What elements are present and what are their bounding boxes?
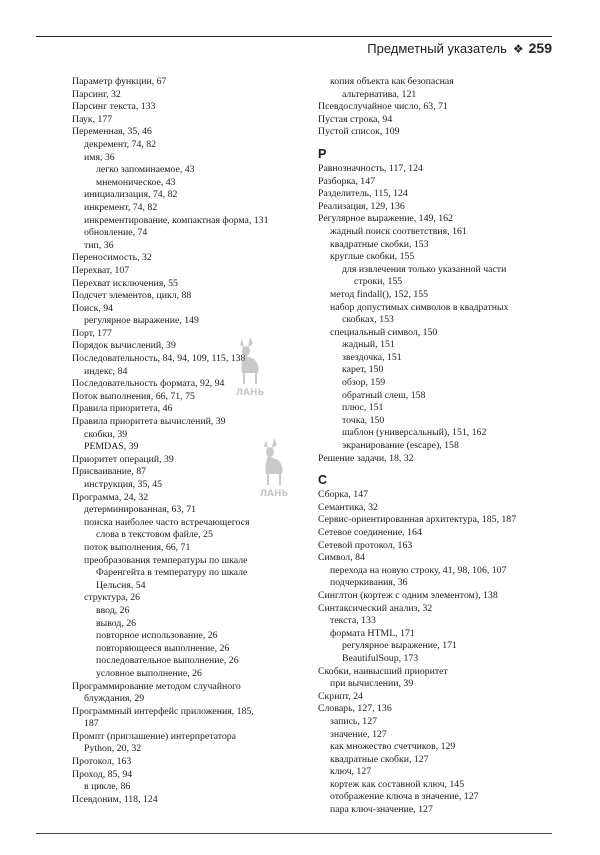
index-entry-text: декремент, 74, 82	[84, 138, 157, 150]
index-entry	[318, 565, 554, 578]
index-entry-text: мнемоническое, 43	[96, 176, 176, 188]
index-entry	[318, 390, 554, 403]
index-entry	[72, 340, 312, 353]
index-entry-text: Переносимость, 32	[72, 252, 152, 264]
index-entry-text: инициализация, 74, 82	[84, 189, 178, 201]
index-entry	[318, 615, 554, 628]
index-entry	[72, 189, 312, 202]
index-entry-text: Программирование методом случайного	[72, 680, 241, 692]
index-entry-text: тип, 36	[84, 239, 114, 251]
index-entry	[72, 303, 312, 316]
index-entry	[72, 681, 312, 706]
index-entry	[72, 504, 312, 517]
index-entry	[72, 706, 312, 731]
index-entry-text: Сервис-ориентированная архитектура, 185, 187	[318, 514, 517, 526]
index-entry	[72, 227, 312, 240]
index-entry	[318, 364, 554, 377]
index-entry	[72, 139, 312, 152]
index-entry-text: Скрипт, 24	[318, 690, 363, 702]
index-entry-text: преобразования температуры по шкале	[84, 554, 248, 566]
index-entry-text: легко запоминаемое, 43	[96, 164, 195, 176]
index-entry-text: Подсчет элементов, цикл, 88	[72, 290, 192, 302]
index-entry-text: звездочка, 151	[342, 351, 402, 363]
index-entry-text: Перехват, 107	[72, 264, 130, 276]
index-entry	[318, 377, 554, 390]
index-entry-text: Правила приоритета вычислений, 39	[72, 416, 226, 428]
index-entry	[318, 691, 554, 704]
index-entry-text: Регулярное выражение, 149, 162	[318, 213, 453, 225]
index-entry	[72, 416, 312, 429]
index-entry	[318, 352, 554, 365]
index-entry	[318, 729, 554, 742]
index-entry	[72, 89, 312, 102]
index-entry	[72, 668, 312, 681]
index-entry-text: метод findall(), 152, 155	[330, 288, 429, 300]
watermark-text-lower: ЛАНЬ	[259, 489, 289, 498]
index-entry-text: Правила приоритета, 46	[72, 403, 173, 415]
index-entry-text: Словарь, 127, 136	[318, 703, 392, 715]
publisher-watermark-logo-upper	[228, 335, 272, 397]
index-entry-text: имя, 36	[84, 151, 115, 163]
index-entry	[318, 653, 554, 666]
index-entry	[72, 152, 312, 165]
index-entry	[72, 177, 312, 190]
index-entry	[318, 514, 554, 527]
index-entry-text: экранирование (escape), 158	[342, 440, 459, 452]
index-entry-text: запись, 127	[330, 715, 377, 727]
index-entry-text: инкремент, 74, 82	[84, 201, 158, 213]
index-entry-text: Сетевой протокол, 163	[318, 539, 413, 551]
index-entry-text: детерминированная, 63, 71	[84, 504, 197, 516]
index-entry-text: Символ, 84	[318, 552, 365, 564]
index-entry-continuation: при вычислении, 39	[330, 678, 414, 690]
index-entry-text: Равнозначность, 117, 124	[318, 162, 423, 174]
index-entry	[72, 769, 312, 782]
index-entry-text: квадратные скобки, 127	[330, 753, 429, 765]
index-entry	[318, 502, 554, 515]
index-entry-text: жадный, 151	[342, 339, 395, 351]
index-entry-continuation: альтернатива, 121	[342, 88, 417, 100]
index-entry	[318, 590, 554, 603]
index-entry-text: Синтаксический анализ, 32	[318, 602, 433, 614]
index-entry-text: скобки, 39	[84, 428, 128, 440]
index-entry	[72, 290, 312, 303]
index-entry	[72, 731, 312, 756]
index-entry	[72, 101, 312, 114]
index-entry	[72, 353, 312, 366]
index-entry-text: Разделитель, 115, 124	[318, 188, 408, 200]
index-entry	[318, 114, 554, 127]
index-entry	[318, 126, 554, 139]
index-section-r	[318, 163, 554, 465]
index-entry	[72, 240, 312, 253]
index-entry-text: Промпт (приглашение) интерпретатора	[72, 730, 236, 742]
running-head	[367, 40, 552, 56]
index-entry	[72, 403, 312, 416]
index-entry-text: Скобки, наивысший приоритет	[318, 665, 448, 677]
index-entry-text: вывод, 26	[96, 617, 137, 629]
index-entry-text: специальный символ, 150	[330, 326, 438, 338]
index-continuation	[318, 76, 554, 139]
index-entry	[318, 239, 554, 252]
index-entry	[72, 328, 312, 341]
index-entry	[318, 402, 554, 415]
index-entry	[318, 251, 554, 264]
index-entry-text: точка, 150	[342, 414, 385, 426]
index-entry	[72, 655, 312, 668]
index-entry-text: обратный слеш, 158	[342, 389, 426, 401]
index-entry-continuation: скобках, 153	[342, 314, 394, 326]
index-entry-text: Перехват исключения, 55	[72, 277, 178, 289]
index-entry	[72, 555, 312, 593]
index-entry-text: для извлечения только указанной части	[342, 263, 507, 275]
index-entry	[318, 527, 554, 540]
index-entry	[72, 618, 312, 631]
index-entry	[318, 640, 554, 653]
index-section-s	[318, 489, 554, 816]
index-entry	[318, 791, 554, 804]
index-entry-text: инкрементирование, компактная форма, 131	[84, 214, 269, 226]
index-entry-text: набор допустимых символов в квадратных	[330, 301, 509, 313]
index-entry-text: круглые скобки, 155	[330, 251, 415, 263]
index-entry-text: инструкция, 35, 45	[84, 479, 163, 490]
publisher-watermark-logo-lower	[252, 436, 296, 498]
index-entry	[318, 766, 554, 779]
index-entry-continuation: строки, 155	[354, 276, 403, 288]
index-entry	[318, 779, 554, 792]
index-entry-text: последовательное выполнение, 26	[96, 655, 239, 667]
index-entry	[72, 215, 312, 228]
index-entry	[318, 327, 554, 340]
index-entry-text: копия объекта как безопасная	[330, 76, 454, 87]
index-entry-text: значение, 127	[330, 728, 387, 740]
watermark-text-upper: ЛАНЬ	[235, 388, 265, 397]
index-entry-text: индекс, 84	[84, 365, 128, 377]
index-entry-text: Проход, 85, 94	[72, 768, 133, 780]
index-entry-text: квадратные скобки, 153	[330, 238, 429, 250]
running-head-title: Предметный указатель	[367, 41, 507, 56]
index-entry-text: Программный интерфейс приложения, 185,	[72, 705, 254, 717]
index-entry	[318, 540, 554, 553]
index-entry	[72, 542, 312, 555]
index-column-right	[318, 76, 554, 817]
index-entry-text: Псевдослучайное число, 63, 71	[318, 101, 448, 113]
index-entry-text: Порт, 177	[72, 327, 112, 339]
index-entry-text: поток выполнения, 66, 71	[84, 541, 191, 553]
index-entry-text: Реализация, 129, 136	[318, 200, 405, 212]
index-entry-continuation: 187	[84, 718, 99, 730]
index-entry-text: Решение задачи, 18, 32	[318, 452, 414, 464]
index-entry	[72, 252, 312, 265]
index-entry	[318, 188, 554, 201]
index-entry-text: Поток выполнения, 66, 71, 75	[72, 390, 195, 402]
index-entry-text: Поиск, 94	[72, 302, 114, 314]
index-entry-text: регулярное выражение, 171	[342, 640, 457, 652]
index-entry	[318, 213, 554, 226]
index-entry-text: структура, 26	[84, 592, 141, 604]
index-entry-text: Разборка, 147	[318, 175, 376, 187]
index-entry	[318, 101, 554, 114]
index-entry-text: Параметр функции, 67	[72, 76, 167, 87]
index-entry	[318, 163, 554, 176]
index-entry-text: BeautifulSoup, 173	[342, 652, 419, 664]
index-entry	[72, 643, 312, 656]
index-entry-text: Последовательность формата, 92, 94	[72, 378, 225, 390]
index-entry	[318, 76, 554, 101]
index-entry-text: подчеркивания, 36	[330, 577, 408, 589]
index-entry	[72, 794, 312, 807]
section-letter-r: Р	[318, 146, 327, 161]
index-entry-text: шаблон (универсальный), 151, 162	[342, 427, 487, 439]
index-entry-text: Программа, 24, 32	[72, 491, 149, 503]
index-entry-text: обзор, 159	[342, 377, 386, 389]
index-entry-text: Сборка, 147	[318, 489, 368, 501]
index-entry-text: в цикле, 86	[84, 781, 131, 793]
index-entry	[318, 302, 554, 327]
index-entry-text: перехода на новую строку, 41, 98, 106, 107	[330, 564, 507, 576]
footer-rule	[36, 833, 552, 834]
index-entry	[72, 278, 312, 291]
index-entry-text: регулярное выражение, 149	[84, 315, 199, 327]
index-entry-continuation: слова в текстовом файле, 25	[96, 529, 213, 541]
index-entry-text: Парсинг текста, 133	[72, 101, 156, 113]
index-entry-text: Протокол, 163	[72, 756, 132, 768]
index-entry	[318, 703, 554, 716]
index-entry-text: Псевдоним, 118, 124	[72, 793, 158, 805]
index-entry-text: Пустая строка, 94	[318, 113, 393, 125]
index-entry-text: Паук, 177	[72, 113, 113, 125]
index-entry	[318, 289, 554, 302]
index-entry	[72, 202, 312, 215]
index-entry-continuation: Python, 20, 32	[84, 743, 142, 755]
diamond-ornament-icon: ❖	[512, 42, 524, 56]
index-entry	[318, 427, 554, 440]
index-entry-text: плюс, 151	[342, 402, 384, 414]
index-entry	[318, 552, 554, 565]
index-entry	[318, 201, 554, 214]
index-entry-text: ввод, 26	[96, 604, 130, 616]
index-entry	[318, 489, 554, 502]
index-entry-continuation: Цельсия, 54	[96, 579, 146, 591]
index-entry	[72, 756, 312, 769]
index-entry	[72, 114, 312, 127]
index-entry	[72, 265, 312, 278]
index-entry	[318, 741, 554, 754]
index-entry-text: ключ, 127	[330, 766, 372, 778]
index-entry-text: отображение ключа в значение, 127	[330, 791, 479, 803]
index-entry-text: жадный поиск соответствия, 161	[330, 225, 467, 237]
index-entry	[318, 804, 554, 817]
index-entry-text: формата HTML, 171	[330, 627, 415, 639]
index-entry-text: Пустой список, 109	[318, 126, 400, 138]
index-entry	[318, 453, 554, 466]
index-entry	[318, 339, 554, 352]
index-entry-text: текста, 133	[330, 615, 376, 627]
header-rule	[36, 36, 552, 37]
index-entry	[72, 781, 312, 794]
index-entry-continuation: блуждания, 29	[84, 693, 145, 705]
index-entry-text: Парсинг, 32	[72, 88, 121, 100]
index-entry	[72, 164, 312, 177]
index-entry-text: как множество счетчиков, 129	[330, 741, 456, 753]
index-entry	[318, 226, 554, 239]
index-entry-text: обновление, 74	[84, 227, 148, 239]
index-entry	[318, 716, 554, 729]
index-entry	[72, 391, 312, 404]
index-entry	[72, 126, 312, 139]
index-entry-text: Порядок вычислений, 39	[72, 340, 176, 352]
index-entry-text: Присваивание, 87	[72, 466, 147, 478]
index-entry	[318, 176, 554, 189]
index-entry-text: условное выполнение, 26	[96, 667, 202, 679]
index-entry-text: Синглтон (кортеж с одним элементом), 138	[318, 589, 498, 601]
index-entry	[72, 366, 312, 379]
index-entry	[318, 628, 554, 641]
index-entry-text: Переменная, 35, 46	[72, 126, 152, 138]
index-entry-text: Приоритет операций, 39	[72, 453, 174, 465]
index-entry	[318, 754, 554, 767]
index-entry-text: карет, 150	[342, 364, 384, 376]
index-entry	[72, 76, 312, 89]
index-entry-text: поиска наиболее часто встречающегося	[84, 516, 250, 528]
index-entry	[318, 603, 554, 616]
index-entry-text: Последовательность, 84, 94, 109, 115, 138	[72, 353, 246, 365]
index-entry	[318, 577, 554, 590]
index-entry	[318, 264, 554, 289]
index-entry-continuation: Фаренгейта в температуру по шкале	[96, 567, 248, 579]
index-entry	[72, 605, 312, 618]
index-entry-text: Семантика, 32	[318, 501, 378, 513]
index-entry-text: кортеж как составной ключ, 145	[330, 778, 465, 790]
index-entry-text: PEMDAS, 39	[84, 441, 139, 453]
index-entry-text: Сетевое соединение, 164	[318, 527, 422, 538]
index-entry	[72, 592, 312, 605]
index-entry	[72, 630, 312, 643]
page-number: 259	[528, 40, 552, 56]
section-letter-s: С	[318, 473, 328, 488]
index-entry-text: повторное использование, 26	[96, 630, 218, 642]
index-entry-text: повторяющееся выполнение, 26	[96, 642, 230, 654]
index-entry	[318, 666, 554, 691]
index-entry	[72, 378, 312, 391]
index-entry-text: пара ключ-значение, 127	[330, 804, 433, 816]
index-entry	[318, 440, 554, 453]
index-entry	[72, 517, 312, 542]
index-entry	[72, 315, 312, 328]
index-entry	[318, 415, 554, 428]
